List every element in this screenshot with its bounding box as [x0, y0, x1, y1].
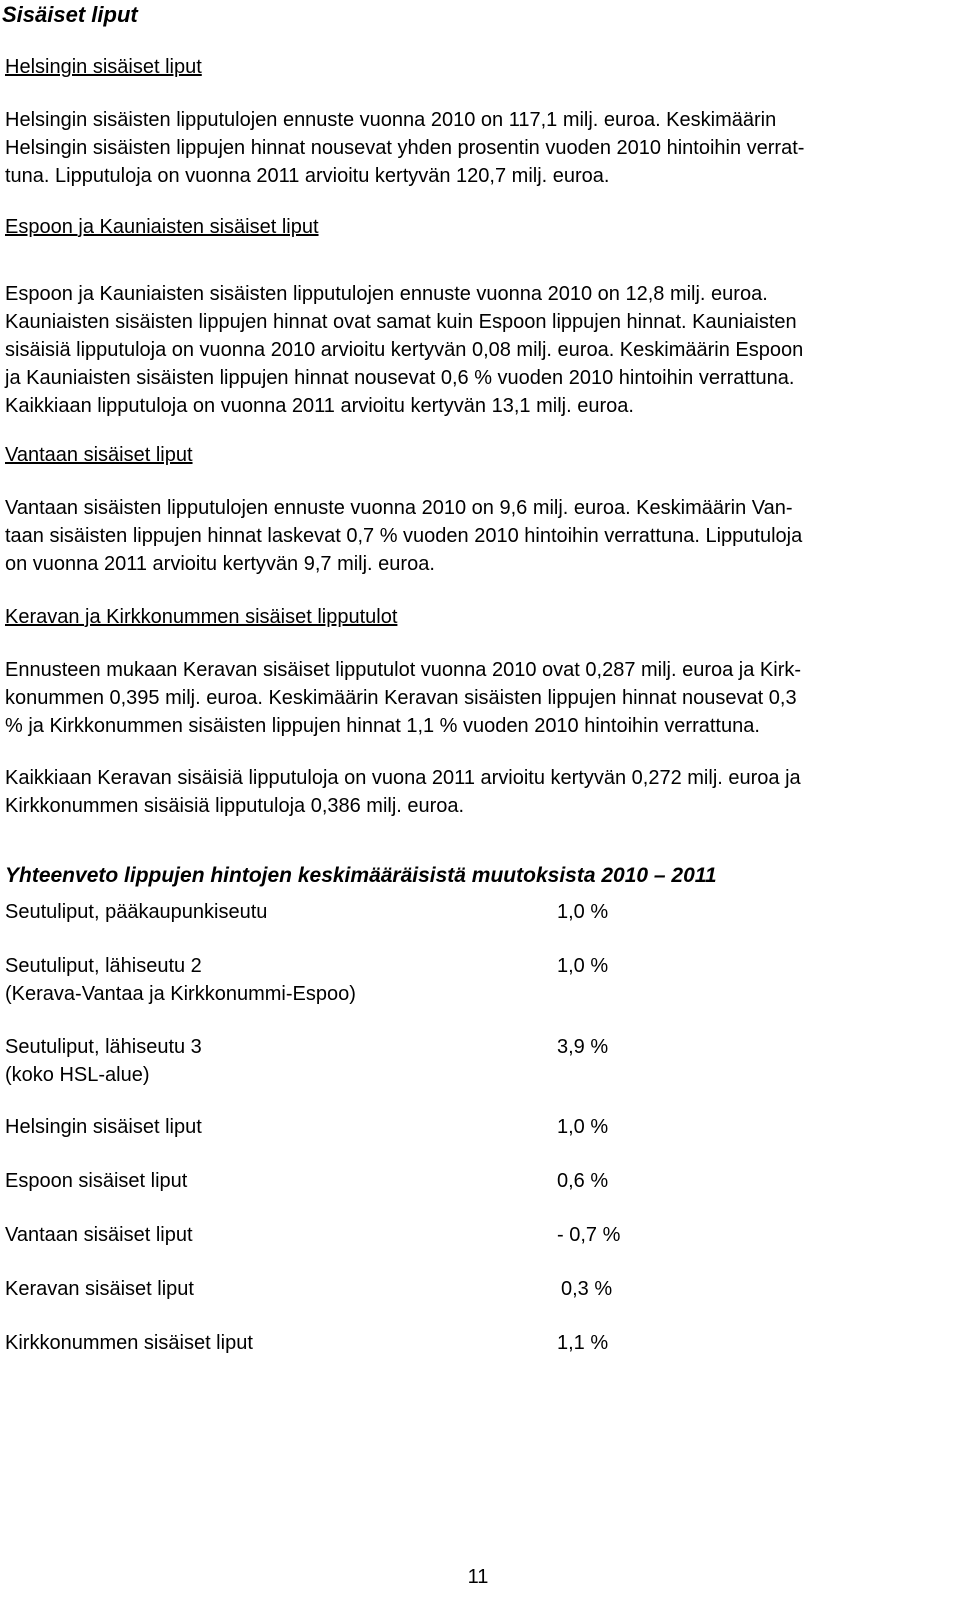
body-line: Kauniaisten sisäisten lippujen hinnat ovat samat kuin Espoon lippujen hinnat. Kauniaisten [5, 311, 797, 333]
body-line: sisäisiä lipputuloja on vuonna 2010 arvioitu kertyvän 0,08 milj. euroa. Keskimäärin Espoon [5, 339, 804, 361]
page-title: Sisäiset liput [2, 2, 138, 27]
section-heading-vantaa: Vantaan sisäiset liput [5, 444, 193, 466]
body-line: Kaikkiaan lipputuloja on vuonna 2011 arvioitu kertyvän 13,1 milj. euroa. [5, 395, 634, 417]
body-line: Espoon ja Kauniaisten sisäisten lipputulojen ennuste vuonna 2010 on 12,8 milj. euroa. [5, 283, 768, 305]
body-line: Helsingin sisäisten lipputulojen ennuste vuonna 2010 on 117,1 milj. euroa. Keskimäärin [5, 109, 777, 131]
section-body-espoo [5, 280, 953, 420]
section-heading-helsinki: Helsingin sisäiset liput [5, 56, 202, 78]
summary-row-label: Helsingin sisäiset liput [5, 1116, 202, 1138]
body-line: Helsingin sisäisten lippujen hinnat nousevat yhden prosentin vuoden 2010 hintoihin verrat- [5, 137, 805, 159]
page-number-text: 11 [467, 1566, 489, 1588]
body-line: tuna. Lipputuloja on vuonna 2011 arvioitu kertyvän 120,7 milj. euroa. [5, 165, 610, 187]
summary-row-value: 1,1 % [557, 1332, 609, 1354]
body-line: konummen 0,395 milj. euroa. Keskimäärin Keravan sisäisten lippujen hinnat nousevat 0,3 [5, 687, 797, 709]
body-line: ja Kauniaisten sisäisten lippujen hinnat nousevat 0,6 % vuoden 2010 hintoihin verrattuna. [5, 367, 795, 389]
summary-title: Yhteenveto lippujen hintojen keskimääräisistä muutoksista 2010 – 2011 [5, 864, 717, 887]
summary-row-label [5, 952, 356, 1008]
page-number [0, 1566, 960, 1589]
summary-row-label: Espoon sisäiset liput [5, 1170, 188, 1192]
summary-row [5, 1113, 705, 1173]
summary-row-value: 3,9 % [557, 1036, 609, 1058]
body-line: % ja Kirkkonummen sisäisten lippujen hinnat 1,1 % vuoden 2010 hintoihin verrattuna. [5, 715, 760, 737]
body-line: Vantaan sisäisten lipputulojen ennuste vuonna 2010 on 9,6 milj. euroa. Keskimäärin Van- [5, 497, 793, 519]
summary-row-label-line: (koko HSL-alue) [5, 1064, 150, 1086]
section-body-vantaa [5, 494, 953, 578]
summary-row-value: - 0,7 % [557, 1224, 621, 1246]
summary-row-label: Seutuliput, pääkaupunkiseutu [5, 901, 268, 923]
summary-row-value: 1,0 % [557, 901, 609, 923]
body-line: Kaikkiaan Keravan sisäisiä lipputuloja on vuona 2011 arvioitu kertyvän 0,272 milj. euroa ja [5, 767, 801, 789]
summary-row-label-line: (Kerava-Vantaa ja Kirkkonummi-Espoo) [5, 983, 356, 1005]
section-body-kerava-2 [5, 764, 953, 820]
summary-row-label: Vantaan sisäiset liput [5, 1224, 193, 1246]
summary-row-label: Kirkkonummen sisäiset liput [5, 1332, 253, 1354]
body-line: on vuonna 2011 arvioitu kertyvän 9,7 milj. euroa. [5, 553, 435, 575]
summary-row-value: 1,0 % [557, 955, 609, 977]
summary-row [5, 1329, 705, 1389]
body-line: Ennusteen mukaan Keravan sisäiset lipputulot vuonna 2010 ovat 0,287 milj. euroa ja Kirk- [5, 659, 802, 681]
summary-row-label-line: Seutuliput, lähiseutu 2 [5, 955, 202, 977]
summary-row [5, 952, 705, 1012]
summary-row [5, 1033, 705, 1093]
summary-row-value: 0,3 % [561, 1278, 613, 1300]
section-heading-espoo: Espoon ja Kauniaisten sisäiset liput [5, 216, 319, 238]
summary-row-label: Keravan sisäiset liput [5, 1278, 194, 1300]
summary-row-label-line: Seutuliput, lähiseutu 3 [5, 1036, 202, 1058]
summary-row [5, 898, 705, 958]
summary-row-value: 0,6 % [557, 1170, 609, 1192]
summary-row-label [5, 1033, 202, 1089]
section-body-kerava [5, 656, 953, 740]
summary-row-value: 1,0 % [557, 1116, 609, 1138]
section-heading-kerava: Keravan ja Kirkkonummen sisäiset lipputulot [5, 606, 398, 628]
summary-row [5, 1167, 705, 1227]
summary-row [5, 1221, 705, 1281]
section-body-helsinki [5, 106, 950, 190]
body-line: taan sisäisten lippujen hinnat laskevat 0,7 % vuoden 2010 hintoihin verrattuna. Lipputuloja [5, 525, 803, 547]
summary-row [5, 1275, 705, 1335]
body-line: Kirkkonummen sisäisiä lipputuloja 0,386 milj. euroa. [5, 795, 465, 817]
